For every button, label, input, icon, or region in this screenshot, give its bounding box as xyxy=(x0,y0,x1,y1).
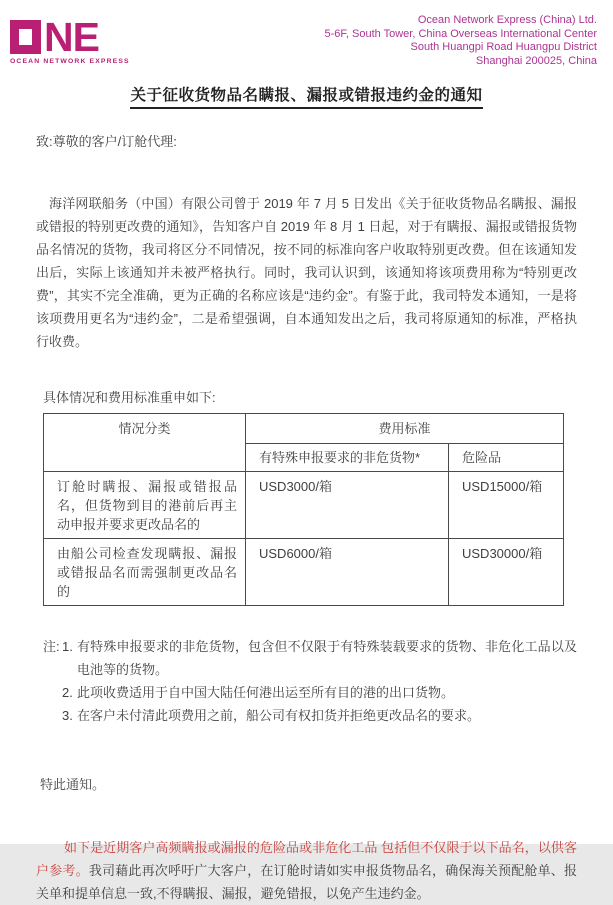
table-intro: 具体情况和费用标准重申如下: xyxy=(43,390,216,405)
document-header xyxy=(0,0,613,68)
table-row xyxy=(44,472,564,539)
note-text: 有特殊申报要求的非危货物，包含但不仅限于有特殊装载要求的货物、非危化工品以及电池等的货物。 xyxy=(77,639,577,677)
final-notice-paragraph xyxy=(36,836,577,905)
address-line: Shanghai 200025, China xyxy=(475,54,597,67)
notes-section xyxy=(43,635,577,727)
table-header-fee: 费用标准 xyxy=(246,414,564,444)
address-line: Ocean Network Express (China) Ltd. xyxy=(417,14,597,26)
closing-line: 特此通知。 xyxy=(40,777,106,792)
case-cell: 由船公司检查发现瞒报、漏报或错报品名而需强制更改品名的 xyxy=(44,539,246,606)
fee-table xyxy=(43,413,564,606)
table-header-case: 情况分类 xyxy=(44,414,246,472)
table-subheader-dg: 危险品 xyxy=(449,444,564,472)
note-text: 在客户未付清此项费用之前，船公司有权扣货并拒绝更改品名的要求。 xyxy=(77,708,481,723)
non-dg-fee-cell: USD3000/箱 xyxy=(246,472,449,539)
note-text: 此项收费适用于自中国大陆任何港出运至所有目的港的出口货物。 xyxy=(77,685,455,700)
document-body xyxy=(0,131,613,905)
table-header-row-1 xyxy=(44,414,564,444)
salutation: 致:尊敬的客户/订舱代理: xyxy=(36,134,177,149)
one-logo-wordmark: OCEAN NETWORK EXPRESS xyxy=(10,58,130,65)
note-item xyxy=(62,704,577,727)
note-number: 2. xyxy=(62,685,73,700)
case-cell: 订舱时瞒报、漏报或错报品名，但货物到目的港前后再主动申报并要求更改品名的 xyxy=(44,472,246,539)
table-row xyxy=(44,539,564,606)
address-line: 5-6F, South Tower, China Overseas International Center xyxy=(324,27,597,40)
red-warning-text: 如下是近期客户高频瞒报或漏报的危险品或非危化工品 包括但不仅限于以下品名，以供客户参考。 xyxy=(36,840,577,878)
table-subheader-non-dg: 有特殊申报要求的非危货物* xyxy=(246,444,449,472)
note-item xyxy=(43,635,577,681)
non-dg-fee-cell: USD6000/箱 xyxy=(246,539,449,606)
document-title: 关于征收货物品名瞒报、漏报或错报违约金的通知 xyxy=(130,83,482,109)
dg-fee-cell: USD15000/箱 xyxy=(449,472,564,539)
notes-label: 注: xyxy=(43,639,60,654)
note-item xyxy=(62,681,577,704)
one-logo xyxy=(10,12,130,65)
note-number: 1. xyxy=(62,639,73,654)
one-logo-ne: NE xyxy=(44,14,99,60)
company-address xyxy=(324,12,597,68)
one-logo-o-icon xyxy=(10,20,41,54)
dg-fee-cell: USD30000/箱 xyxy=(449,539,564,606)
title-container xyxy=(0,83,613,109)
address-line: South Huangpi Road Huangpu District xyxy=(410,41,597,53)
one-logo-letters xyxy=(10,14,130,60)
appeal-text: 我司藉此再次呼吁广大客户，在订舱时请如实申报货物品名，确保海关预配舱单、报关单和提单信息一致,不得瞒报、漏报，避免错报，以免产生违约金。 xyxy=(36,863,577,901)
body-paragraph: 海洋网联船务（中国）有限公司曾于 2019 年 7 月 5 日发出《关于征收货物品名瞒报、漏报或错报的特别更改费的通知》，告知客户自 2019 年 8 月 1 日起，对于有瞒报、漏报或错报货物品名情况的货物，我司将区分不同情况，按不同的标准向客户收取特别更改费。但在该通知发出后，实际上该通知并未被严格执行。同时，我司认识到，该通知将该项费用称为“特别更改费”，其实不完全准确，更为正确的名称应该是“违约金”。有鉴于此，我司特发本通知，一是将该项费用更名为“违约金”，二是希望强调，自本通知发出之后，我司将原通知的标准，严格执行收费。 xyxy=(36,196,577,349)
note-number: 3. xyxy=(62,708,73,723)
